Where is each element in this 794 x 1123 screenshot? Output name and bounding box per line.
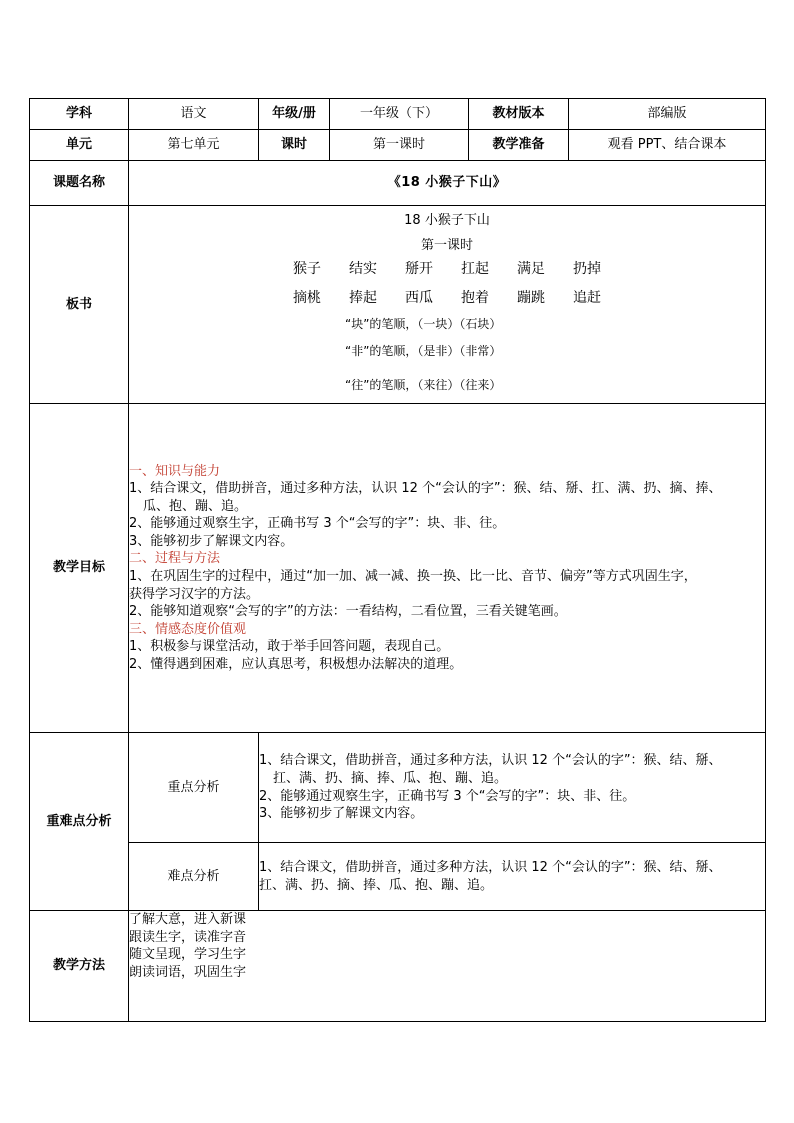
lesson-name-value: 《18 小猴子下山》 — [129, 161, 766, 206]
unit-label: 单元 — [30, 130, 129, 161]
board-row — [30, 206, 766, 404]
board-word: 结实 — [349, 261, 377, 278]
board-word: 追赶 — [573, 290, 601, 307]
board-word: 摘桃 — [293, 290, 321, 307]
difficulty-analysis-item: 1、结合课文，借助拼音，通过多种方法，认识 12 个“会认的字”：猴、结、掰、 — [259, 859, 722, 875]
board-word: 蹦跳 — [517, 290, 545, 307]
board-word-grid — [129, 260, 765, 308]
key-analysis-content — [259, 733, 766, 843]
objective-item: 2、懂得遇到困难，应认真思考，积极想办法解决的道理。 — [129, 656, 463, 672]
board-word: 掰开 — [405, 261, 433, 278]
method-item: 了解大意，进入新课 — [129, 912, 247, 927]
board-word: 扔掉 — [573, 261, 601, 278]
board-stroke-line: “往”的笔顺，（来往）（往来） — [345, 377, 502, 392]
objective-item: 2、能够通过观察生字，正确书写 3 个“会写的字”：块、非、往。 — [129, 516, 506, 532]
subject-value: 语文 — [129, 99, 259, 130]
objective-item: 1、在巩固生字的过程中，通过“加一加、减一减、换一换、比一比、音节、偏旁”等方式巩固生字， — [129, 569, 697, 584]
period-value: 第一课时 — [330, 130, 469, 161]
board-stroke-line: “非”的笔顺，（是非）（非常） — [345, 344, 502, 359]
board-label: 板书 — [30, 206, 129, 404]
board-word: 满足 — [517, 261, 545, 278]
lesson-name-label: 课题名称 — [30, 161, 129, 206]
header-row-1 — [30, 99, 766, 130]
key-analysis-item: 1、结合课文，借助拼音，通过多种方法，认识 12 个“会认的字”：猴、结、掰、 — [259, 753, 722, 769]
objectives-section-title: 二、过程与方法 — [129, 551, 221, 567]
board-content — [129, 206, 766, 404]
subject-label: 学科 — [30, 99, 129, 130]
board-word: 捧起 — [349, 290, 377, 307]
objectives-row — [30, 404, 766, 733]
prep-value: 观看 PPT、结合课本 — [569, 130, 766, 161]
objective-item-continued: 获得学习汉字的方法。 — [129, 586, 260, 602]
objectives-section-title: 三、情感态度价值观 — [129, 621, 247, 637]
key-analysis-item: 3、能够初步了解课文内容。 — [259, 806, 424, 822]
prep-label: 教学准备 — [469, 130, 569, 161]
objectives-section-title: 一、知识与能力 — [129, 463, 221, 479]
difficulty-analysis-item-continued: 扛、满、扔、摘、捧、瓜、抱、蹦、追。 — [259, 877, 494, 893]
edition-label: 教材版本 — [469, 99, 569, 130]
key-analysis-item-continued: 扛、满、扔、摘、捧、瓜、抱、蹦、追。 — [273, 770, 508, 786]
key-analysis-row — [30, 733, 766, 843]
difficulty-analysis-row — [30, 843, 766, 911]
objectives-label: 教学目标 — [30, 404, 129, 733]
edition-value: 部编版 — [569, 99, 766, 130]
method-item: 朗读词语，巩固生字 — [129, 964, 247, 980]
grade-value: 一年级（下） — [330, 99, 469, 130]
board-word: 扛起 — [461, 261, 489, 278]
board-stroke-line: “块”的笔顺，（一块）（石块） — [345, 317, 502, 332]
objective-item: 1、积极参与课堂活动，敢于举手回答问题，表现自己。 — [129, 639, 450, 655]
methods-row — [30, 911, 766, 1022]
lesson-name-row — [30, 161, 766, 206]
board-word: 西瓜 — [405, 290, 433, 307]
method-item: 跟读生字，读准字音 — [129, 929, 247, 945]
key-analysis-item: 2、能够通过观察生字，正确书写 3 个“会写的字”：块、非、往。 — [259, 788, 636, 804]
board-period: 第一课时 — [420, 237, 473, 253]
method-item: 随文呈现，学习生字 — [129, 947, 247, 963]
difficulty-analysis-content — [259, 843, 766, 911]
header-row-2 — [30, 130, 766, 161]
objective-item: 3、能够初步了解课文内容。 — [129, 533, 294, 549]
board-title: 18 小猴子下山 — [404, 213, 490, 229]
board-word: 猴子 — [293, 261, 321, 278]
board-word: 抱着 — [461, 290, 489, 307]
methods-content — [129, 911, 766, 1022]
objectives-content — [129, 404, 766, 733]
unit-value: 第七单元 — [129, 130, 259, 161]
objective-item-continued: 瓜、抱、蹦、追。 — [143, 498, 248, 514]
analysis-label: 重难点分析 — [30, 733, 129, 911]
difficulty-analysis-label: 难点分析 — [129, 843, 259, 911]
grade-label: 年级/册 — [259, 99, 330, 130]
period-label: 课时 — [259, 130, 330, 161]
objective-item: 2、能够知道观察“会写的字”的方法：一看结构，二看位置，三看关键笔画。 — [129, 604, 567, 620]
key-analysis-label: 重点分析 — [129, 733, 259, 843]
methods-label: 教学方法 — [30, 911, 129, 1022]
objective-item: 1、结合课文，借助拼音，通过多种方法，认识 12 个“会认的字”：猴、结、掰、扛、满、扔、摘、捧、 — [129, 481, 722, 497]
lesson-plan-table — [29, 98, 766, 1022]
